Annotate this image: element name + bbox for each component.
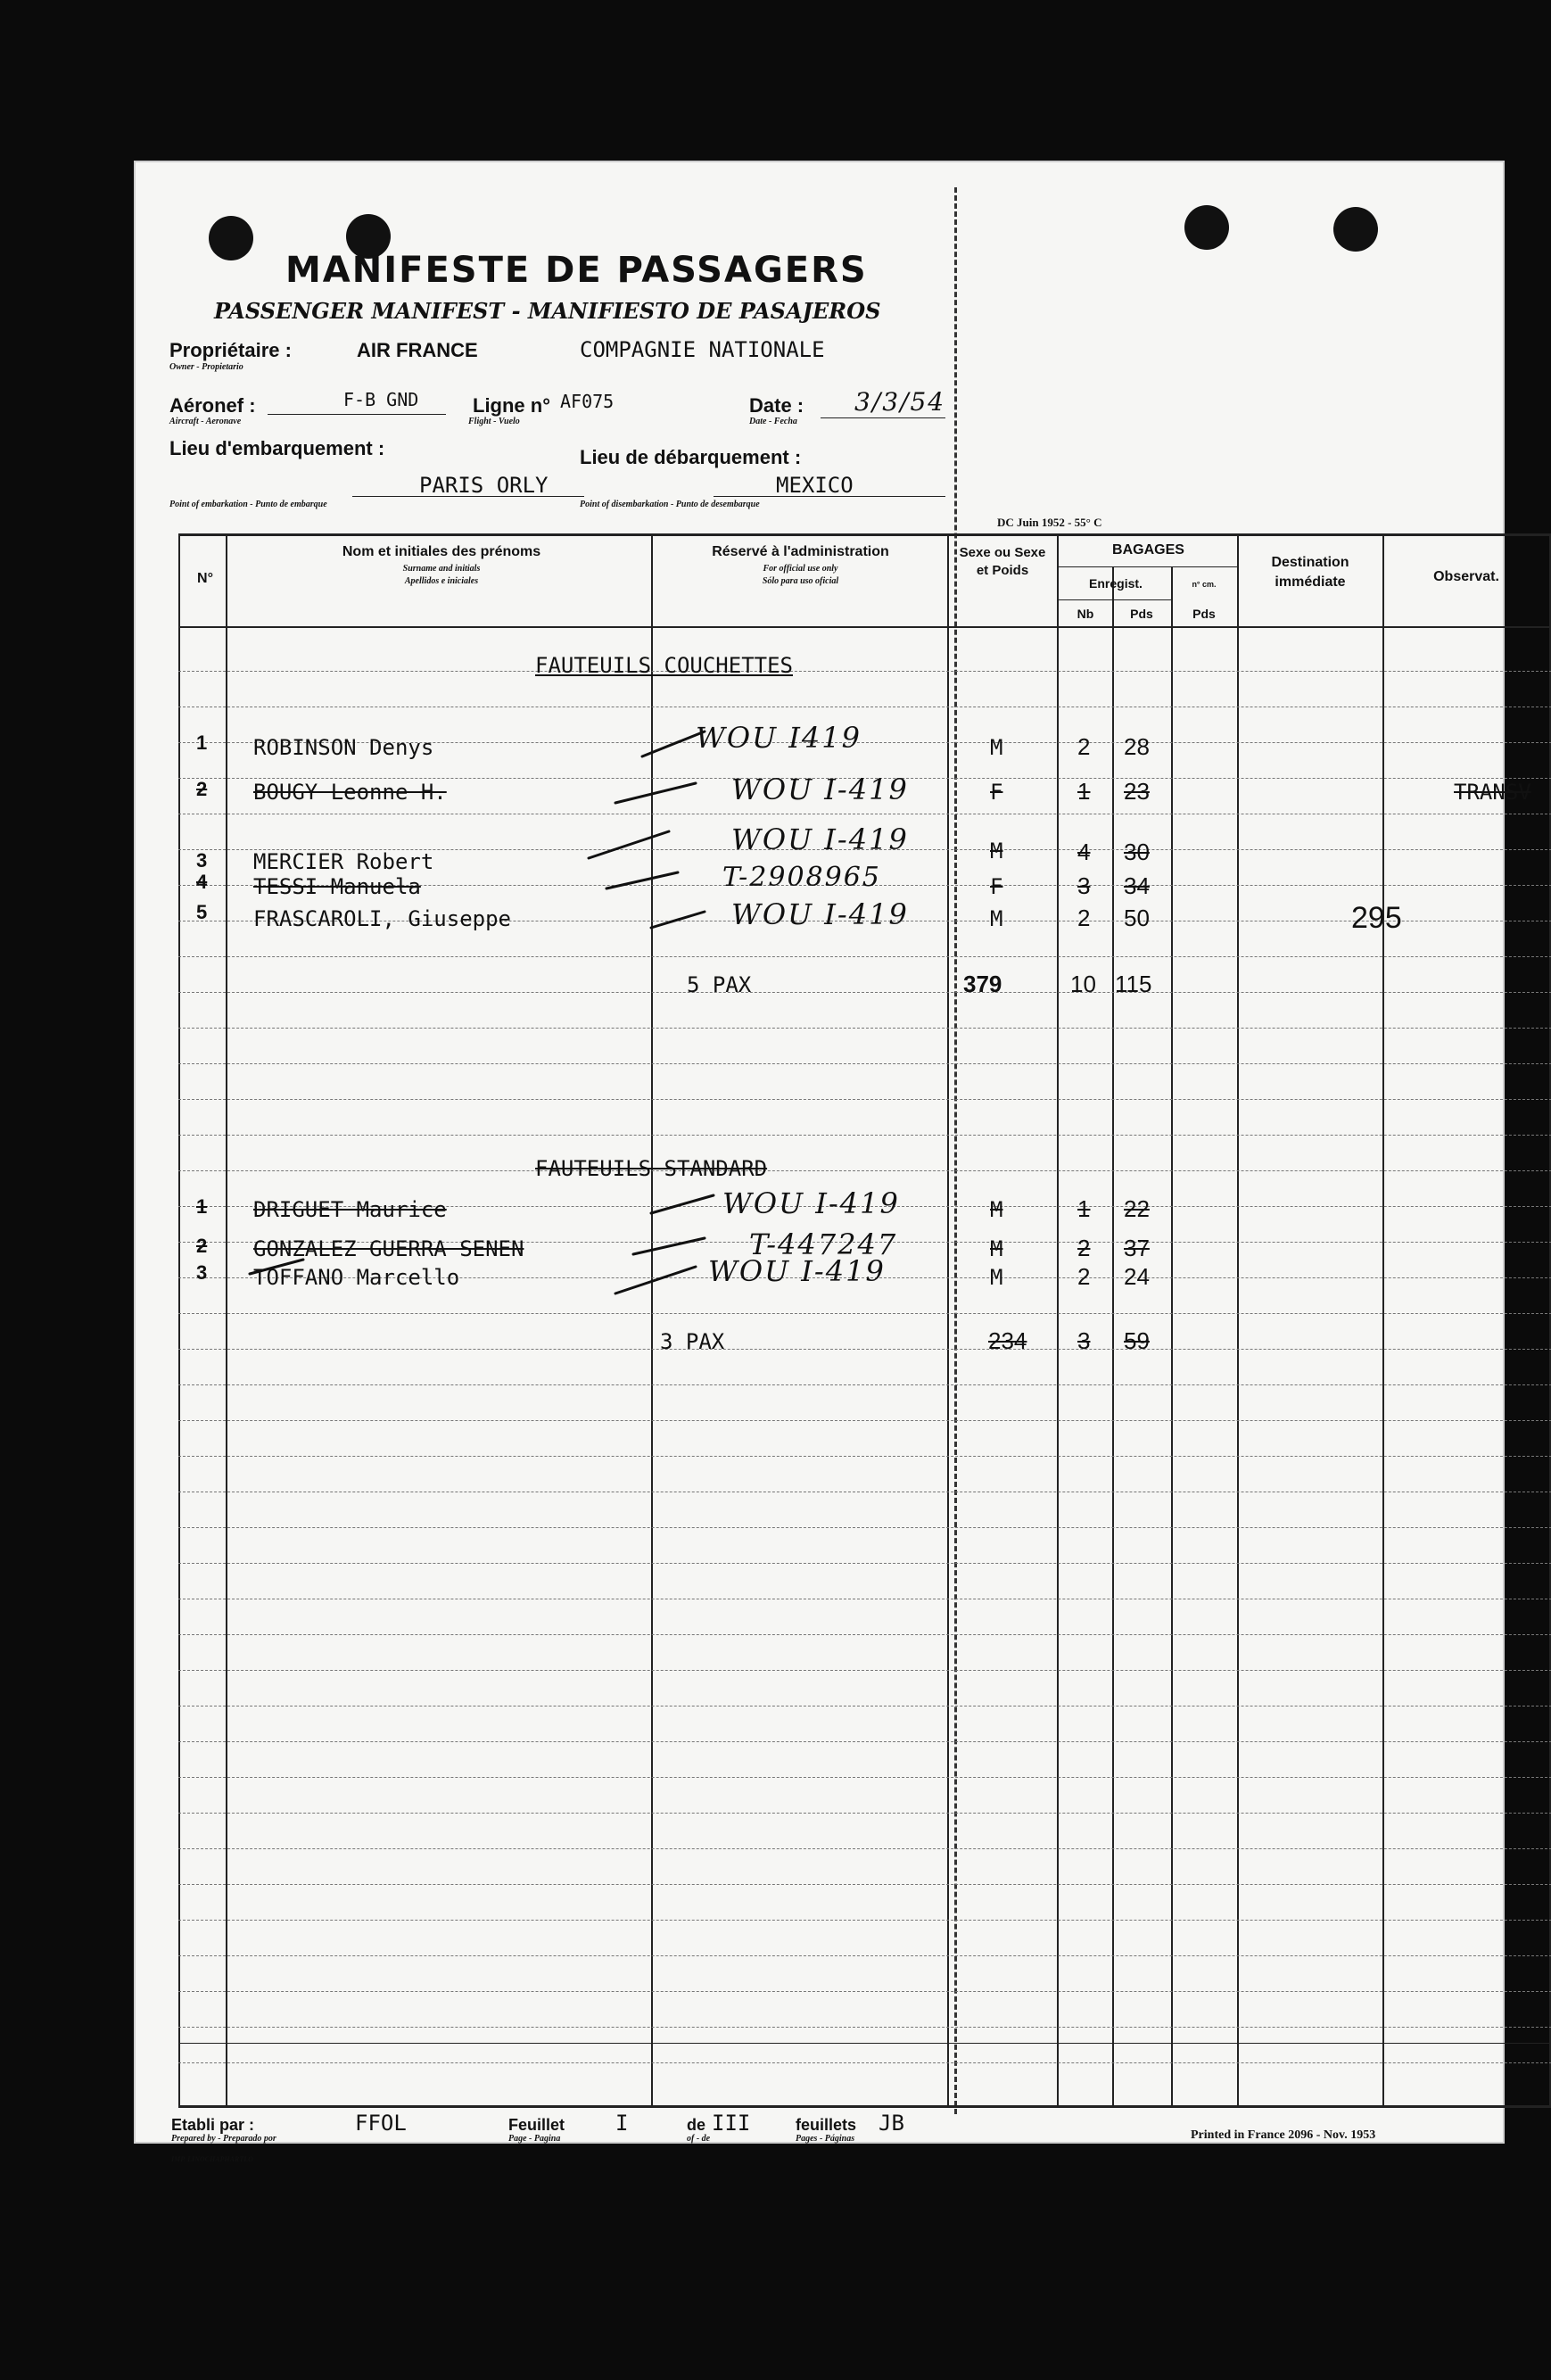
sheet-value: I bbox=[615, 2111, 629, 2136]
row-sex: M bbox=[990, 1197, 1003, 1222]
row-sex: M bbox=[990, 906, 1003, 931]
row-sex: M bbox=[990, 1236, 1003, 1261]
owner-label: Propriétaire : bbox=[169, 339, 292, 361]
printed-mark: Printed in France 2096 - Nov. 1953 bbox=[1191, 2128, 1376, 2142]
row-obs: TRANSV bbox=[1454, 780, 1531, 805]
row-pds: 34 bbox=[1124, 872, 1150, 899]
col-nocm-header: n° cm. bbox=[1192, 580, 1217, 589]
col-admin-sub2: Sólo para uso oficial bbox=[762, 576, 839, 586]
row-sex: M bbox=[990, 839, 1003, 864]
sheets-value: JB bbox=[879, 2111, 904, 2136]
total-pds: 115 bbox=[1115, 971, 1152, 997]
row-nb: 2 bbox=[1077, 1235, 1091, 1261]
col-name-sub1: Surname and initials bbox=[402, 564, 481, 574]
row-admin: WOU I-419 bbox=[708, 1254, 886, 1288]
disembark-sub: Point of disembarkation - Punto de desembarque bbox=[580, 500, 760, 509]
disembark-label: Lieu de débarquement : bbox=[580, 446, 802, 468]
row-admin: WOU I-419 bbox=[731, 822, 909, 856]
section2-title: FAUTEUILS STANDARD bbox=[535, 1156, 768, 1181]
of-value: III bbox=[712, 2111, 751, 2136]
row-admin: T-447247 bbox=[749, 1227, 898, 1261]
pen-strokes bbox=[134, 161, 1505, 2144]
col-nb-header: Nb bbox=[1077, 607, 1094, 621]
row-sex: F bbox=[990, 780, 1003, 805]
row-name: FRASCAROLI, Giuseppe bbox=[253, 906, 511, 931]
row-nb: 2 bbox=[1077, 905, 1091, 931]
sheet-sub: Page - Pagina bbox=[508, 2134, 561, 2144]
section1-title: FAUTEUILS COUCHETTES bbox=[535, 653, 793, 678]
row-pds: 24 bbox=[1124, 1263, 1150, 1290]
owner-typed: COMPAGNIE NATIONALE bbox=[580, 337, 825, 362]
of-label: de bbox=[687, 2116, 706, 2134]
row-nb: 3 bbox=[1077, 872, 1091, 899]
col-name-sub2: Apellidos e iniciales bbox=[404, 576, 479, 586]
row-sex: F bbox=[990, 874, 1003, 899]
total-pax: 5 PAX bbox=[687, 972, 752, 997]
sheet-label: Feuillet bbox=[508, 2116, 565, 2134]
row-no: 2 bbox=[196, 1235, 208, 1257]
sheets-sub: Pages - Páginas bbox=[796, 2134, 855, 2144]
total-pds: 59 bbox=[1124, 1327, 1150, 1354]
row-nb: 4 bbox=[1077, 839, 1091, 865]
row-nb: 1 bbox=[1077, 778, 1091, 805]
row-no: 1 bbox=[196, 731, 208, 754]
flight-sub: Flight - Vuelo bbox=[468, 417, 520, 426]
col-sex-header: Sexe ou Sexe et Poids bbox=[959, 545, 1046, 578]
total-nb: 3 bbox=[1077, 1327, 1091, 1354]
sheets-label: feuillets bbox=[796, 2116, 857, 2134]
row-no: 3 bbox=[196, 849, 208, 872]
total-pax: 3 PAX bbox=[660, 1329, 725, 1354]
row-pds: 50 bbox=[1124, 905, 1150, 931]
date-value: 3/3/54 bbox=[854, 387, 946, 417]
row-nb: 2 bbox=[1077, 1263, 1091, 1290]
row-pds: 23 bbox=[1124, 778, 1150, 805]
row-nb: 1 bbox=[1077, 1195, 1091, 1222]
col-bagages-header: BAGAGES bbox=[1112, 542, 1184, 558]
printer-mark: IMP. LINOCHAPHARTLO bbox=[171, 2155, 253, 2163]
row-admin: WOU I419 bbox=[696, 721, 862, 755]
row-no: 1 bbox=[196, 1195, 208, 1218]
aircraft-sub: Aircraft - Aeronave bbox=[169, 417, 242, 426]
col-obs-header: Observat. bbox=[1433, 569, 1499, 584]
total-nb: 10 bbox=[1070, 971, 1096, 997]
page-subtitle: PASSENGER MANIFEST - MANIFIESTO DE PASAJEROS bbox=[214, 298, 881, 324]
row-name: ROBINSON Denys bbox=[253, 735, 434, 760]
embark-sub: Point of embarkation - Punto de embarque bbox=[169, 500, 327, 509]
row-name: GONZALEZ GUERRA SENEN bbox=[253, 1236, 524, 1261]
row-admin: WOU I-419 bbox=[731, 897, 909, 931]
row-pds: 22 bbox=[1124, 1195, 1150, 1222]
embark-label: Lieu d'embarquement : bbox=[169, 437, 385, 459]
row-name: TOFFANO Marcello bbox=[253, 1265, 460, 1290]
row-pds: 37 bbox=[1124, 1235, 1150, 1261]
row-nb: 2 bbox=[1077, 733, 1091, 760]
of-sub: of - de bbox=[687, 2134, 711, 2144]
col-name-header: Nom et initiales des prénoms bbox=[342, 544, 541, 559]
col-admin-sub1: For official use only bbox=[763, 564, 838, 574]
col-admin-header: Réservé à l'administration bbox=[712, 544, 889, 559]
flight-label: Ligne n° bbox=[473, 394, 551, 417]
form-ref: DC Juin 1952 - 55° C bbox=[997, 516, 1102, 529]
total-weight: 234 bbox=[988, 1327, 1027, 1354]
row-name: DRIGUET Maurice bbox=[253, 1197, 447, 1222]
col-dest-header: Destination immédiate bbox=[1271, 555, 1349, 590]
col-pds-header: Pds bbox=[1130, 607, 1153, 621]
row-sex: M bbox=[990, 1265, 1003, 1290]
row-name: MERCIER Robert bbox=[253, 849, 434, 874]
aircraft-label: Aéronef : bbox=[169, 394, 256, 417]
owner-sub: Owner - Propietario bbox=[169, 362, 243, 372]
row-pds: 30 bbox=[1124, 839, 1150, 865]
footer-line bbox=[178, 2043, 1551, 2044]
owner-value: AIR FRANCE bbox=[357, 339, 478, 361]
row-no: 4 bbox=[196, 871, 208, 893]
row-name: TESSI Manuela bbox=[253, 874, 421, 899]
col-enreg-header: Enregist. bbox=[1089, 576, 1143, 591]
prepared-value: FFOL bbox=[355, 2111, 407, 2136]
flight-value: AF075 bbox=[560, 391, 615, 412]
manifest-sheet bbox=[134, 161, 1531, 2163]
embark-value: PARIS ORLY bbox=[419, 473, 549, 498]
prepared-label: Etabli par : bbox=[171, 2116, 255, 2134]
col-no-header: N° bbox=[197, 571, 213, 586]
total-weight: 379 bbox=[963, 971, 1002, 997]
row-name: BOUGY Leonne H. bbox=[253, 780, 447, 805]
row-obs: 295 bbox=[1351, 901, 1402, 935]
row-no: 5 bbox=[196, 901, 208, 923]
date-sub: Date - Fecha bbox=[749, 417, 797, 426]
prepared-sub: Prepared by - Preparado por bbox=[171, 2134, 276, 2144]
col-pds2-header: Pds bbox=[1192, 607, 1216, 621]
disembark-value: MEXICO bbox=[776, 473, 854, 498]
row-no: 2 bbox=[196, 778, 208, 800]
row-admin: WOU I-419 bbox=[731, 773, 909, 806]
date-label: Date : bbox=[749, 394, 804, 417]
row-pds: 28 bbox=[1124, 733, 1150, 760]
page-title: MANIFESTE DE PASSAGERS bbox=[285, 250, 868, 291]
row-admin: WOU I-419 bbox=[722, 1186, 900, 1220]
row-no: 3 bbox=[196, 1261, 208, 1284]
row-sex: M bbox=[990, 735, 1003, 760]
aircraft-value: F-B GND bbox=[343, 389, 419, 410]
row-admin: T-2908965 bbox=[722, 862, 881, 893]
